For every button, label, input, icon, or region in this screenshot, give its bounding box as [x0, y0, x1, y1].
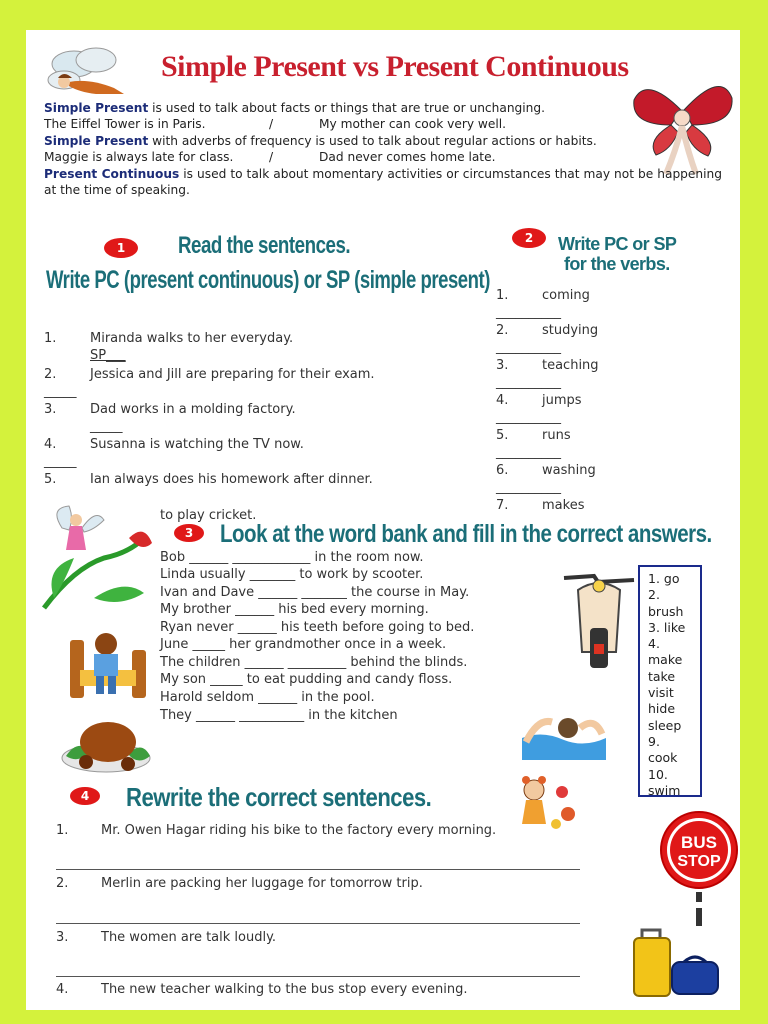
section4-heading: Rewrite the correct sentences.: [126, 782, 432, 812]
section1-heading-2: Write PC (present continuous) or SP (simple present): [46, 266, 490, 294]
s4-answer-line-2[interactable]: [56, 923, 580, 924]
s4-item-4: 4. The new teacher walking to the bus stop every evening.: [56, 982, 468, 997]
fairy-flower-image: [34, 498, 152, 616]
word-bank-item-9: hide: [648, 701, 676, 717]
word-bank: [638, 565, 702, 797]
s2-item-5-blank[interactable]: __________: [496, 445, 561, 460]
s4-item-2: 2. Merlin are packing her luggage for tomorrow trip.: [56, 876, 423, 891]
intro-example-1a: The Eiffel Tower is in Paris.: [44, 117, 206, 132]
s1-item-3: 3. Dad works in a molding factory.: [44, 402, 296, 417]
intro-term-simple-present-2: Simple Present: [44, 133, 149, 148]
s2-item-4: 4. jumps: [496, 393, 582, 408]
s2-item-6-blank[interactable]: __________: [496, 480, 561, 495]
word-bank-item-12: cook: [648, 750, 678, 766]
s3-line-1: Bob ______ ____________ in the room now.: [160, 550, 424, 565]
s2-item-2-blank[interactable]: __________: [496, 340, 561, 355]
s2-item-6: 6. washing: [496, 463, 596, 478]
page-title: Simple Present vs Present Continuous: [161, 50, 629, 83]
intro-example-2b: Dad never comes home late.: [319, 150, 496, 165]
s2-item-7: 7. makes: [496, 498, 585, 513]
scooter-image: [558, 566, 640, 678]
s3-pre-line: to play cricket.: [160, 508, 257, 523]
s1-item-4-blank[interactable]: _____: [44, 454, 77, 469]
word-bank-item-8: visit: [648, 685, 674, 701]
intro-term-present-continuous: Present Continuous: [44, 166, 180, 181]
intro-example-2a: Maggie is always late for class.: [44, 150, 234, 165]
word-bank-item-5: 4.: [648, 636, 660, 652]
swimmer-image: [522, 698, 606, 764]
s4-item-3: 3. The women are talk loudly.: [56, 930, 277, 945]
s3-line-10: They ______ __________ in the kitchen: [160, 708, 398, 723]
intro-term-simple-present: Simple Present: [44, 101, 149, 115]
section3-heading: Look at the word bank and fill in the correct answers.: [220, 520, 712, 548]
s4-answer-line-1[interactable]: [56, 869, 580, 870]
s3-line-7: The children ______ _________ behind the blinds.: [160, 655, 468, 670]
word-bank-item-2: 2.: [648, 587, 660, 603]
s3-line-6: June _____ her grandmother once in a week.: [160, 637, 447, 652]
s3-line-8: My son _____ to eat pudding and candy floss.: [160, 672, 453, 687]
s2-item-1: 1. coming: [496, 288, 590, 303]
girl-flowers-image: [512, 774, 582, 836]
word-bank-item-1: 1. go: [648, 571, 680, 586]
s4-answer-line-3[interactable]: [56, 976, 580, 977]
roast-chicken-image: [58, 708, 154, 778]
word-bank-item-7: take: [648, 668, 676, 684]
s2-item-4-blank[interactable]: __________: [496, 410, 561, 425]
worksheet-page: [26, 30, 740, 1010]
section4-badge: 4: [70, 787, 100, 805]
intro-example-1b: My mother can cook very well.: [319, 117, 507, 132]
bus-stop-sign-image: [658, 810, 740, 928]
bus-stop-line-2: STOP: [677, 853, 721, 870]
s2-item-1-blank[interactable]: __________: [496, 305, 561, 320]
word-bank-item-10: sleep: [648, 717, 682, 733]
section3-badge: 3: [174, 524, 204, 542]
intro-separator-1: /: [269, 117, 274, 132]
s3-line-2: Linda usually _______ to work by scooter.: [160, 567, 424, 582]
s2-item-5: 5. runs: [496, 428, 571, 443]
section1-heading-1: Read the sentences.: [178, 232, 351, 259]
s2-item-2: 2. studying: [496, 323, 599, 338]
fairy-top-left-image: [34, 42, 134, 102]
intro-definition-2: with adverbs of frequency is used to talk about regular actions or habits.: [148, 133, 597, 148]
word-bank-item-4: 3. like: [648, 619, 686, 635]
intro-definition-1: is used to talk about facts or things that are true or unchanging.: [148, 101, 546, 115]
section2-heading-1: Write PC or SP: [558, 234, 677, 254]
s1-item-5: 5. Ian always does his homework after dinner.: [44, 472, 373, 487]
child-bed-image: [66, 630, 150, 702]
s1-item-1: 1. Miranda walks to her everyday.: [44, 331, 294, 346]
s2-item-3-blank[interactable]: __________: [496, 375, 561, 390]
s4-item-1: 1. Mr. Owen Hagar riding his bike to the factory every morning.: [56, 823, 497, 838]
word-bank-item-3: brush: [648, 603, 684, 619]
section2-badge: 2: [512, 228, 546, 248]
s1-item-2: 2. Jessica and Jill are preparing for their exam.: [44, 367, 375, 382]
section2-heading-2: for the verbs.: [564, 254, 670, 274]
s3-line-9: Harold seldom ______ in the pool.: [160, 690, 375, 705]
s1-item-3-blank[interactable]: _____: [90, 419, 123, 434]
word-bank-item-11: 9.: [648, 733, 660, 749]
s1-item-4: 4. Susanna is watching the TV now.: [44, 437, 304, 452]
intro-separator-2: /: [269, 150, 274, 165]
s2-item-3: 3. teaching: [496, 358, 599, 373]
s1-item-1-answer: SP___: [90, 348, 126, 363]
s3-line-5: Ryan never ______ his teeth before going to bed.: [160, 620, 475, 635]
s3-line-3: Ivan and Dave ______ _______ the course in May.: [160, 585, 470, 600]
s3-line-4: My brother ______ his bed every morning.: [160, 602, 429, 617]
bus-stop-line-1: BUS: [681, 833, 717, 852]
section1-badge: 1: [104, 238, 138, 258]
word-bank-item-14: swim: [648, 782, 681, 797]
s1-item-2-blank[interactable]: _____: [44, 384, 77, 399]
intro-definition-3: is used to talk about momentary activities or circumstances that may not be happening at the time of speaking.: [44, 166, 722, 197]
word-bank-item-13: 10.: [648, 766, 668, 782]
luggage-image: [630, 916, 726, 1002]
word-bank-item-6: make: [648, 652, 683, 668]
intro-text: [44, 100, 722, 198]
